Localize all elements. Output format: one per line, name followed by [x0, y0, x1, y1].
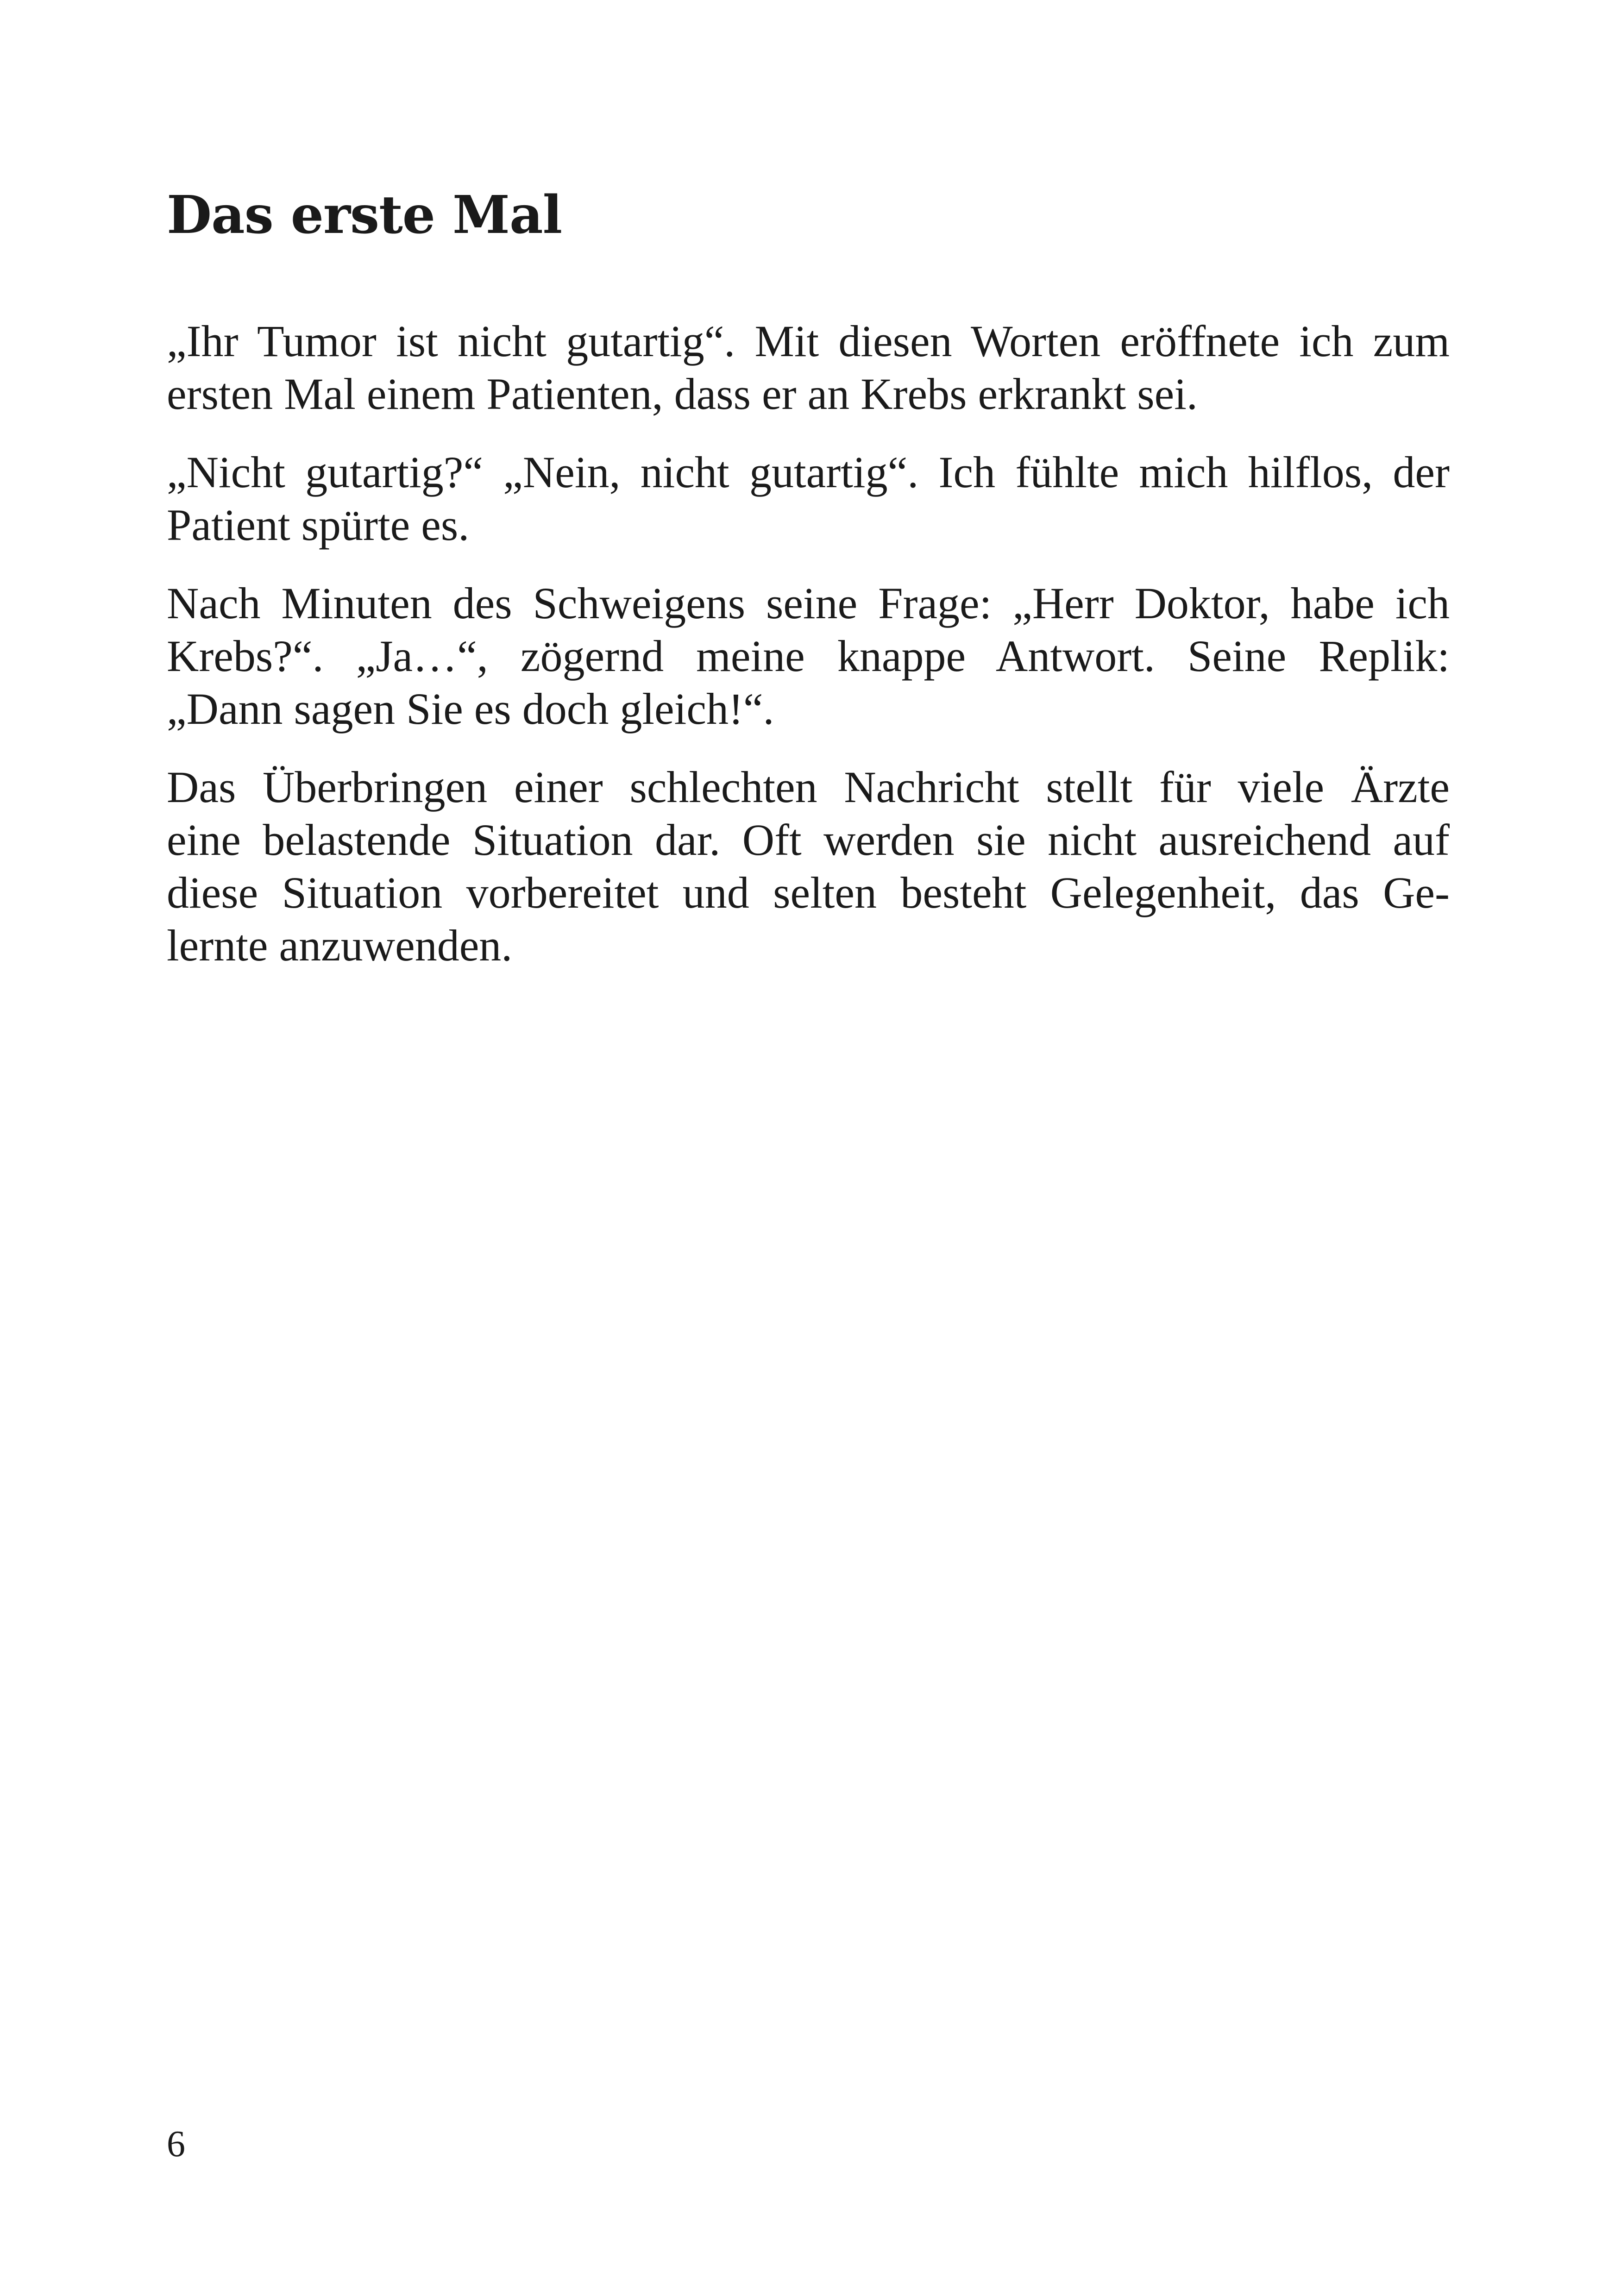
text-line: Patient spürte es. [167, 500, 470, 550]
paragraph-3 [167, 577, 1450, 735]
page-number: 6 [167, 2124, 185, 2164]
text-line: Krebs?“. „Ja…“, zögernd meine knappe Antwort. Seine Replik: [167, 631, 1450, 681]
text-line: „Ihr Tumor ist nicht gutartig“. Mit diesen Worten eröffnete ich zum [167, 316, 1450, 366]
text-line: lernte anzuwenden. [167, 921, 513, 970]
chapter-heading: Das erste Mal [167, 185, 562, 245]
paragraph-4 [167, 761, 1450, 972]
body-text [167, 315, 1450, 997]
text-line: diese Situation vorbereitet und selten besteht Gelegenheit, das Ge- [167, 868, 1450, 917]
text-line: „Dann sagen Sie es doch gleich!“. [167, 684, 774, 734]
text-line: „Nicht gutartig?“ „Nein, nicht gutartig“. Ich fühlte mich hilflos, der [167, 447, 1450, 497]
text-line: eine belastende Situation dar. Oft werden sie nicht ausreichend auf [167, 815, 1450, 865]
text-line: Nach Minuten des Schweigens seine Frage: „Herr Doktor, habe ich [167, 578, 1450, 628]
text-line: Das Überbringen einer schlechten Nachricht stellt für viele Ärzte [167, 762, 1450, 812]
paragraph-1 [167, 315, 1450, 420]
paragraph-2 [167, 446, 1450, 552]
text-line: ersten Mal einem Patienten, dass er an Krebs erkrankt sei. [167, 369, 1198, 419]
